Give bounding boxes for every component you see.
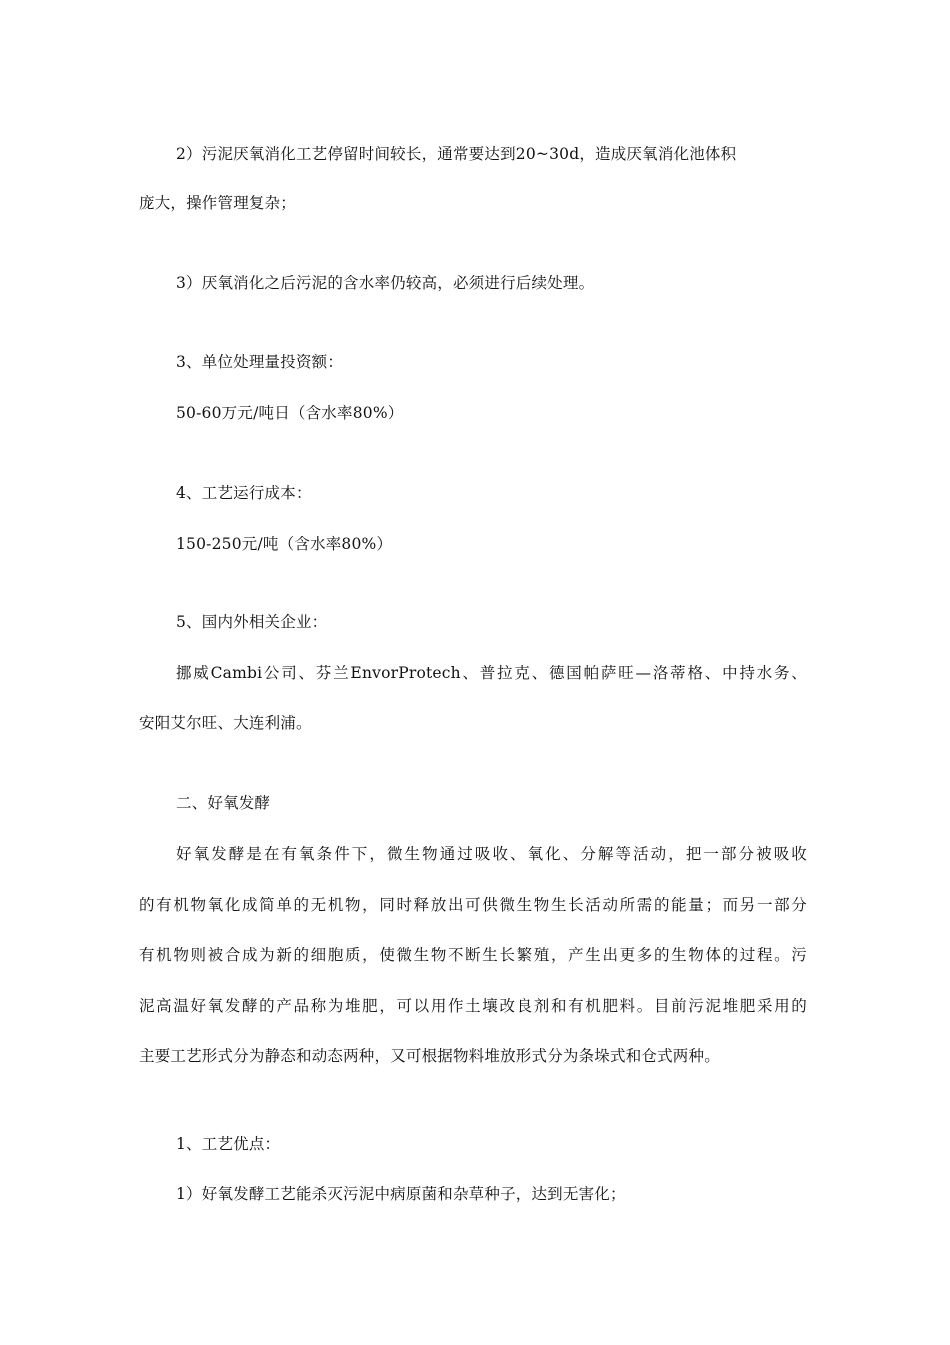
section-heading: 4、工艺运行成本： xyxy=(176,484,312,502)
text-line: 挪威Cambi公司、芬兰EnvorProtech、普拉克、德国帕萨旺—洛蒂格、中持水务、 xyxy=(176,664,807,682)
text-line: 3）厌氧消化之后污泥的含水率仍较高，必须进行后续处理。 xyxy=(176,274,595,292)
chapter-heading: 二、好氧发酵 xyxy=(176,794,271,812)
text-line: 1）好氧发酵工艺能杀灭污泥中病原菌和杂草种子，达到无害化； xyxy=(176,1185,626,1203)
paragraph-line: 泥高温好氧发酵的产品称为堆肥，可以用作土壤改良剂和有机肥料。目前污泥堆肥采用的 xyxy=(139,997,807,1015)
section-heading: 1、工艺优点： xyxy=(176,1135,281,1153)
section-heading: 5、国内外相关企业： xyxy=(176,613,328,631)
text-line: 庞大，操作管理复杂； xyxy=(139,194,297,212)
text-line: 50-60万元/吨日（含水率80%） xyxy=(176,404,404,422)
section-heading: 3、单位处理量投资额： xyxy=(176,353,344,371)
text-line: 150-250元/吨（含水率80%） xyxy=(176,535,393,553)
paragraph-line: 有机物则被合成为新的细胞质，使微生物不断生长繁殖，产生出更多的生物体的过程。污 xyxy=(139,946,807,964)
paragraph-line: 好氧发酵是在有氧条件下，微生物通过吸收、氧化、分解等活动，把一部分被吸收 xyxy=(176,845,807,863)
text-line: 2）污泥厌氧消化工艺停留时间较长，通常要达到20~30d，造成厌氧消化池体积 xyxy=(176,145,737,163)
text-line: 安阳艾尔旺、大连利浦。 xyxy=(139,714,312,732)
paragraph-line: 主要工艺形式分为静态和动态两种，又可根据物料堆放形式分为条垛式和仓式两种。 xyxy=(139,1047,720,1065)
paragraph-line: 的有机物氧化成简单的无机物，同时释放出可供微生物生长活动所需的能量；而另一部分 xyxy=(139,896,807,914)
